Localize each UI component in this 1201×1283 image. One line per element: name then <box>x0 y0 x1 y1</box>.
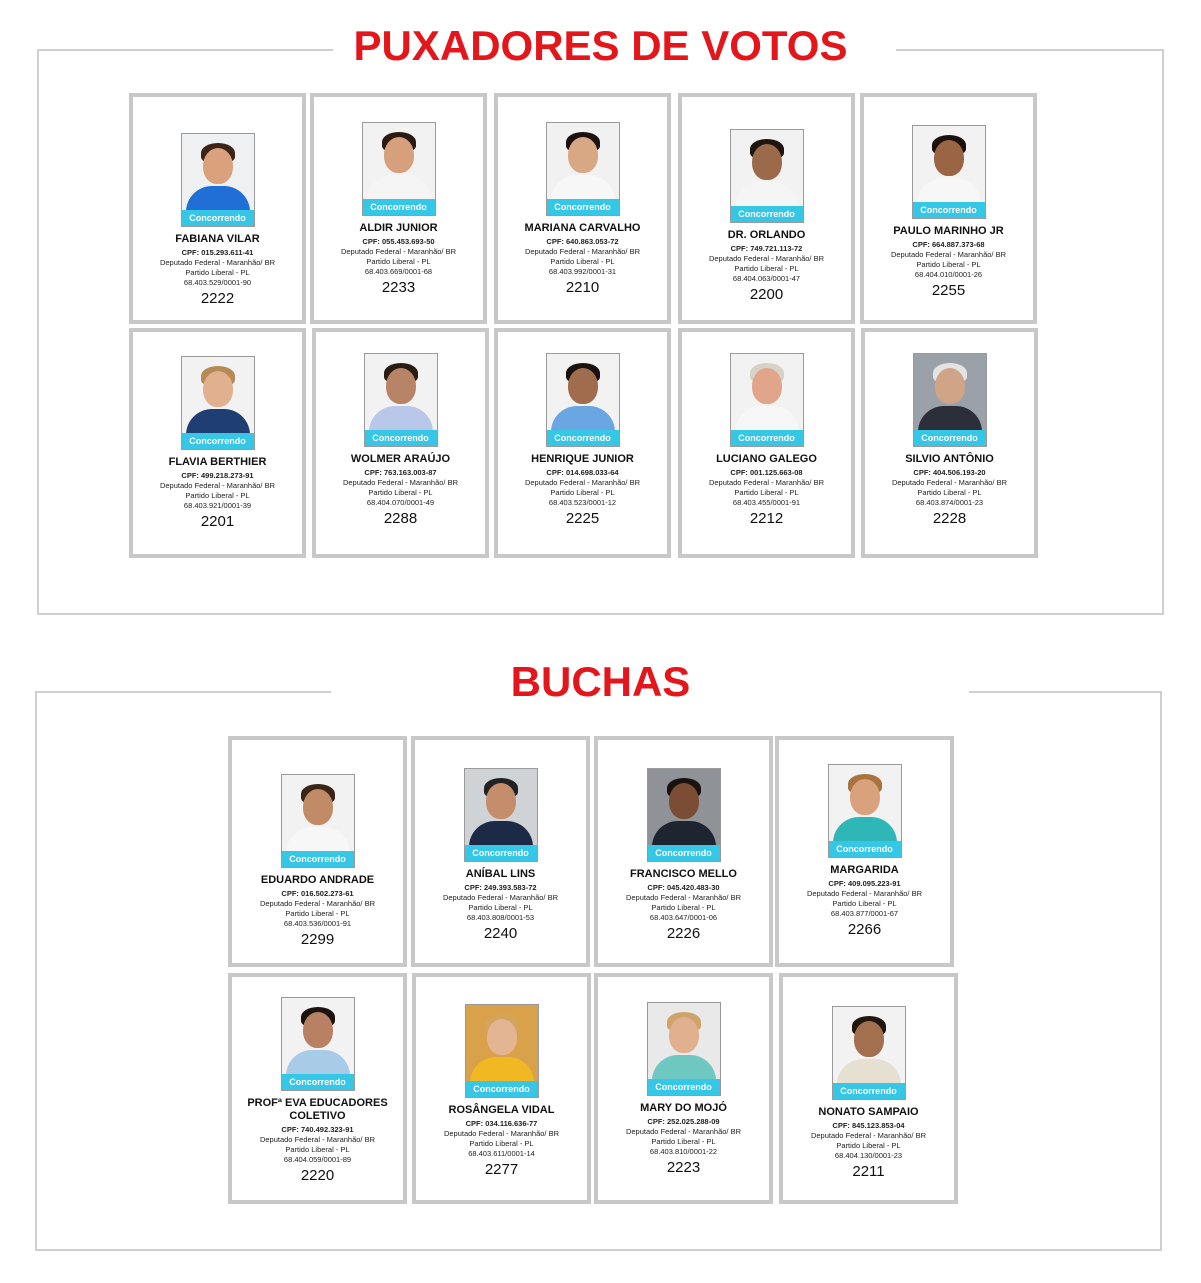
candidate-cnpj: 68.403.647/0001-06 <box>649 913 718 922</box>
candidate-party: Partido Liberal - PL <box>916 260 981 269</box>
status-badge: Concorrendo <box>648 1079 720 1095</box>
candidate-cnpj: 68.404.063/0001-47 <box>732 274 801 283</box>
candidate-card <box>228 973 407 1204</box>
candidate-card <box>775 736 954 967</box>
candidate-photo <box>546 353 620 447</box>
candidate-role: Deputado Federal - Maranhão/ BR <box>890 250 1007 259</box>
candidate-name: WOLMER ARAÚJO <box>350 453 451 465</box>
candidate-cnpj: 68.403.529/0001-90 <box>183 278 252 287</box>
candidate-name: NONATO SAMPAIO <box>818 1106 919 1118</box>
candidate-cpf: CPF: 409.095.223-91 <box>828 879 901 888</box>
candidate-info <box>417 883 584 923</box>
candidate-info <box>135 248 300 288</box>
candidate-number: 2211 <box>852 1163 885 1180</box>
candidate-card <box>312 328 489 558</box>
candidate-party: Partido Liberal - PL <box>185 491 250 500</box>
candidate-number: 2212 <box>749 510 784 527</box>
candidate-photo <box>181 133 255 227</box>
candidate-name: MARIANA CARVALHO <box>524 222 641 234</box>
candidate-name: ANÍBAL LINS <box>465 868 536 880</box>
candidate-photo <box>281 774 355 868</box>
candidate-role: Deputado Federal - Maranhão/ BR <box>891 478 1008 487</box>
candidate-party: Partido Liberal - PL <box>468 903 533 912</box>
status-badge: Concorrendo <box>833 1083 905 1099</box>
candidate-cpf: CPF: 404.506.193-20 <box>913 468 986 477</box>
candidate-info <box>234 889 401 929</box>
status-badge: Concorrendo <box>547 430 619 446</box>
candidate-cnpj: 68.403.455/0001-91 <box>732 498 801 507</box>
candidate-photo <box>912 125 986 219</box>
candidate-name: FABIANA VILAR <box>175 233 260 245</box>
status-badge: Concorrendo <box>648 845 720 861</box>
candidate-card <box>310 93 487 324</box>
candidate-card <box>594 973 773 1204</box>
candidate-photo <box>181 356 255 450</box>
candidate-cnpj: 68.403.611/0001-14 <box>468 1149 535 1158</box>
section-title-buchas: BUCHAS <box>510 658 691 705</box>
status-badge: Concorrendo <box>365 430 437 446</box>
status-badge: Concorrendo <box>465 845 537 861</box>
candidate-name: SILVIO ANTÔNIO <box>905 453 994 465</box>
candidate-cpf: CPF: 249.393.583-72 <box>464 883 537 892</box>
candidate-photo <box>281 997 355 1091</box>
status-badge: Concorrendo <box>282 1074 354 1090</box>
candidate-number: 2201 <box>200 513 235 530</box>
candidate-role: Deputado Federal - Maranhão/ BR <box>159 481 276 490</box>
candidate-number: 2200 <box>749 286 784 303</box>
candidate-cpf: CPF: 016.502.273-61 <box>281 889 354 898</box>
candidate-role: Deputado Federal - Maranhão/ BR <box>625 1127 742 1136</box>
candidate-role: Deputado Federal - Maranhão/ BR <box>708 254 825 263</box>
candidate-card <box>411 736 590 967</box>
candidate-name: PAULO MARINHO JR <box>893 225 1004 237</box>
candidate-number: 2288 <box>383 510 418 527</box>
candidate-party: Partido Liberal - PL <box>469 1139 534 1148</box>
candidate-info <box>500 468 665 508</box>
candidate-cpf: CPF: 252.025.288-09 <box>647 1117 720 1126</box>
candidate-photo <box>362 122 436 216</box>
candidate-name: LUCIANO GALEGO <box>716 453 817 465</box>
candidate-role: Deputado Federal - Maranhão/ BR <box>443 1129 560 1138</box>
candidate-info <box>318 468 483 508</box>
candidate-role: Deputado Federal - Maranhão/ BR <box>625 893 742 902</box>
candidate-number: 2225 <box>565 510 600 527</box>
candidate-info <box>781 879 948 919</box>
candidate-cnpj: 68.403.536/0001-91 <box>283 919 352 928</box>
candidate-card <box>860 93 1037 324</box>
candidate-cnpj: 68.403.669/0001-68 <box>364 267 433 276</box>
candidate-card <box>678 93 855 324</box>
candidate-cpf: CPF: 001.125.663-08 <box>730 468 803 477</box>
candidate-party: Partido Liberal - PL <box>836 1141 901 1150</box>
candidate-party: Partido Liberal - PL <box>368 488 433 497</box>
candidate-party: Partido Liberal - PL <box>832 899 897 908</box>
candidate-info <box>785 1121 952 1161</box>
candidate-card <box>129 328 306 558</box>
candidate-cnpj: 68.403.810/0001-22 <box>649 1147 718 1156</box>
candidate-info <box>418 1119 585 1159</box>
candidate-cpf: CPF: 499.218.273-91 <box>181 471 254 480</box>
candidate-photo <box>647 768 721 862</box>
status-badge: Concorrendo <box>182 433 254 449</box>
candidate-card <box>678 328 855 558</box>
candidate-photo <box>464 768 538 862</box>
status-badge: Concorrendo <box>547 199 619 215</box>
candidate-card <box>412 973 591 1204</box>
candidate-cnpj: 68.403.992/0001-31 <box>548 267 617 276</box>
candidate-role: Deputado Federal - Maranhão/ BR <box>442 893 559 902</box>
candidate-role: Deputado Federal - Maranhão/ BR <box>259 1135 376 1144</box>
candidate-photo <box>647 1002 721 1096</box>
candidate-cnpj: 68.403.874/0001-23 <box>915 498 984 507</box>
candidate-number: 2240 <box>483 925 518 942</box>
candidate-number: 2233 <box>381 279 416 296</box>
candidate-cnpj: 68.403.523/0001-12 <box>548 498 617 507</box>
candidate-role: Deputado Federal - Maranhão/ BR <box>524 478 641 487</box>
candidate-role: Deputado Federal - Maranhão/ BR <box>810 1131 927 1140</box>
candidate-name: ALDIR JUNIOR <box>359 222 438 234</box>
candidate-number: 2226 <box>666 925 701 942</box>
candidate-name: EDUARDO ANDRADE <box>260 874 375 886</box>
candidate-number: 2222 <box>200 290 235 307</box>
candidate-name: PROFª EVA EDUCADORES COLETIVO <box>247 1097 388 1122</box>
candidate-cpf: CPF: 034.116.636-77 <box>465 1119 538 1128</box>
candidate-info <box>600 1117 767 1157</box>
candidate-number: 2228 <box>932 510 967 527</box>
candidate-number: 2299 <box>300 931 335 948</box>
candidate-cnpj: 68.404.130/0001-23 <box>834 1151 903 1160</box>
candidate-info <box>234 1125 401 1165</box>
status-badge: Concorrendo <box>913 202 985 218</box>
status-badge: Concorrendo <box>363 199 435 215</box>
candidate-info <box>316 237 481 277</box>
candidate-info <box>684 244 849 284</box>
candidate-cpf: CPF: 763.163.003-87 <box>364 468 437 477</box>
candidate-info <box>684 468 849 508</box>
candidate-info <box>500 237 665 277</box>
status-badge: Concorrendo <box>829 841 901 857</box>
candidate-role: Deputado Federal - Maranhão/ BR <box>806 889 923 898</box>
candidate-number: 2277 <box>484 1161 519 1178</box>
candidate-name: MARGARIDA <box>830 864 899 876</box>
candidate-party: Partido Liberal - PL <box>734 264 799 273</box>
candidate-number: 2210 <box>565 279 600 296</box>
candidate-info <box>867 468 1032 508</box>
candidate-card <box>228 736 407 967</box>
candidate-cpf: CPF: 015.293.611-41 <box>181 248 254 257</box>
candidate-name: ROSÂNGELA VIDAL <box>448 1104 555 1116</box>
candidate-cnpj: 68.404.059/0001-89 <box>283 1155 352 1164</box>
status-badge: Concorrendo <box>466 1081 538 1097</box>
candidate-party: Partido Liberal - PL <box>285 1145 350 1154</box>
candidate-cpf: CPF: 845.123.853-04 <box>832 1121 905 1130</box>
status-badge: Concorrendo <box>731 430 803 446</box>
candidate-role: Deputado Federal - Maranhão/ BR <box>259 899 376 908</box>
candidate-number: 2255 <box>931 282 966 299</box>
candidate-info <box>135 471 300 511</box>
candidate-photo <box>465 1004 539 1098</box>
candidate-photo <box>364 353 438 447</box>
section-title-puxadores: PUXADORES DE VOTOS <box>353 22 848 69</box>
status-badge: Concorrendo <box>731 206 803 222</box>
candidate-cpf: CPF: 045.420.483-30 <box>647 883 720 892</box>
candidate-photo <box>913 353 987 447</box>
candidate-cnpj: 68.403.877/0001-67 <box>830 909 899 918</box>
candidate-card <box>494 93 671 324</box>
candidate-cnpj: 68.403.921/0001-39 <box>183 501 252 510</box>
candidate-cpf: CPF: 014.698.033-64 <box>546 468 619 477</box>
candidate-card <box>779 973 958 1204</box>
candidate-party: Partido Liberal - PL <box>550 488 615 497</box>
status-badge: Concorrendo <box>182 210 254 226</box>
candidate-role: Deputado Federal - Maranhão/ BR <box>524 247 641 256</box>
candidate-photo <box>828 764 902 858</box>
candidate-party: Partido Liberal - PL <box>917 488 982 497</box>
candidate-party: Partido Liberal - PL <box>285 909 350 918</box>
candidate-party: Partido Liberal - PL <box>366 257 431 266</box>
candidate-photo <box>546 122 620 216</box>
candidate-number: 2220 <box>300 1167 335 1184</box>
candidate-party: Partido Liberal - PL <box>651 903 716 912</box>
candidate-cnpj: 68.403.808/0001-53 <box>466 913 535 922</box>
candidate-info <box>866 240 1031 280</box>
candidate-cnpj: 68.404.010/0001-26 <box>914 270 983 279</box>
candidate-number: 2223 <box>666 1159 701 1176</box>
status-badge: Concorrendo <box>914 430 986 446</box>
status-badge: Concorrendo <box>282 851 354 867</box>
candidate-number: 2266 <box>847 921 882 938</box>
candidate-cpf: CPF: 640.863.053-72 <box>546 237 619 246</box>
candidate-cpf: CPF: 749.721.113-72 <box>730 244 803 253</box>
candidate-party: Partido Liberal - PL <box>185 268 250 277</box>
candidate-name: FRANCISCO MELLO <box>630 868 737 880</box>
candidate-card <box>861 328 1038 558</box>
candidate-cpf: CPF: 055.453.693-50 <box>362 237 435 246</box>
candidate-role: Deputado Federal - Maranhão/ BR <box>342 478 459 487</box>
candidate-photo <box>730 353 804 447</box>
candidate-cnpj: 68.404.070/0001-49 <box>366 498 435 507</box>
candidate-role: Deputado Federal - Maranhão/ BR <box>159 258 276 267</box>
candidate-info <box>600 883 767 923</box>
candidate-photo <box>832 1006 906 1100</box>
candidate-role: Deputado Federal - Maranhão/ BR <box>340 247 457 256</box>
candidate-name: MARY DO MOJÓ <box>640 1102 727 1114</box>
candidate-card <box>129 93 306 324</box>
candidate-card <box>594 736 773 967</box>
candidate-party: Partido Liberal - PL <box>734 488 799 497</box>
candidate-name: HENRIQUE JUNIOR <box>531 453 634 465</box>
candidate-photo <box>730 129 804 223</box>
candidate-name: DR. ORLANDO <box>727 229 806 241</box>
candidate-party: Partido Liberal - PL <box>651 1137 716 1146</box>
candidate-party: Partido Liberal - PL <box>550 257 615 266</box>
candidate-cpf: CPF: 664.887.373-68 <box>912 240 985 249</box>
candidate-name: FLAVIA BERTHIER <box>168 456 267 468</box>
candidate-cpf: CPF: 740.492.323-91 <box>281 1125 354 1134</box>
candidate-role: Deputado Federal - Maranhão/ BR <box>708 478 825 487</box>
candidate-card <box>494 328 671 558</box>
